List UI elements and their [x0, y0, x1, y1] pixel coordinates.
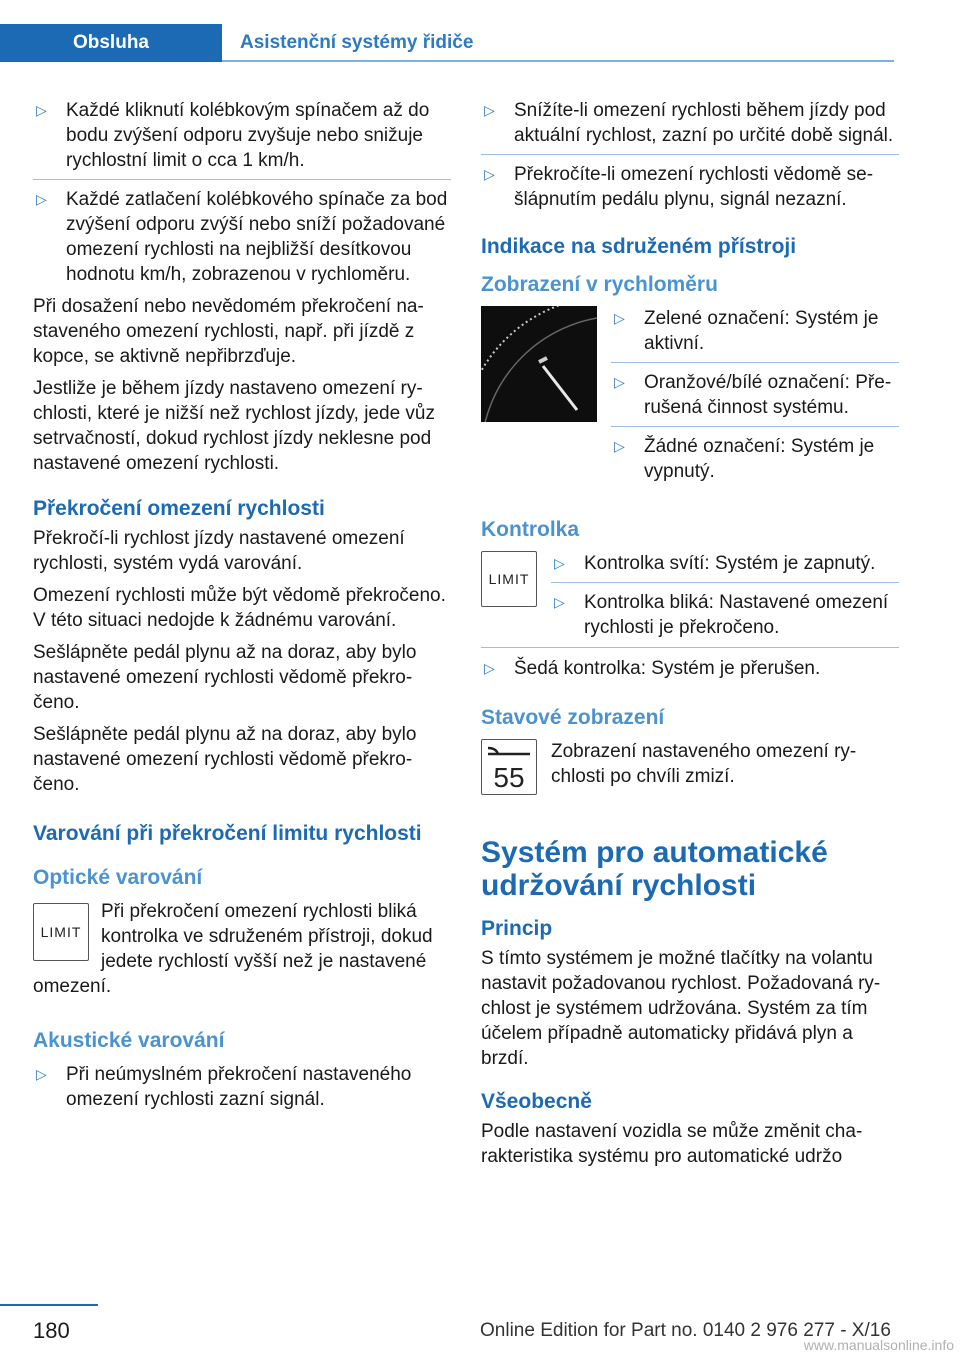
paragraph: Při překročení omezení rychlosti bliká kontrolka ve sdruženém přístroji, dokud jedete rychlostí vyšší než je nastavené omezení. [33, 901, 433, 997]
triangle-right-icon: ▷ [614, 310, 625, 326]
speedometer-block [481, 306, 899, 491]
list-item: ▷ Překročíte-li omezení rychlosti vědomě sešlápnutím pedálu plynu, signál nezazní. [484, 164, 874, 210]
triangle-right-icon: ▷ [554, 594, 565, 610]
page-number: 180 [33, 1318, 70, 1343]
triangle-right-icon: ▷ [484, 660, 495, 676]
header-bar [0, 24, 894, 62]
paragraph: S tímto systémem je možné tlačítky na volantu nastavit požadovanou rychlost. Požadovaná rychlost je systémem udržována. Systém za tím účelem případně automaticky přidává plyn a brzdí. [481, 948, 881, 1069]
paragraph: Sešlápněte pedál plynu až na doraz, aby bylo nastavené omezení rychlosti vědomě překročeno. [33, 724, 417, 795]
section-heading: Indikace na sdruženém přístroji [481, 235, 797, 258]
list-item: ▷ Každé kliknutí kolébkovým spínačem až do bodu zvýšení odporu zvyšuje nebo snižuje rychlostní limit o cca 1 km/h. [33, 98, 451, 180]
paragraph: Podle nastavení vozidla se může změnit charakteristika systému pro automatické udržo [481, 1121, 863, 1167]
limit-indicator-icon: LIMIT [33, 903, 89, 961]
kontrolka-block [481, 551, 899, 647]
triangle-right-icon: ▷ [36, 191, 47, 207]
optical-warning-block [33, 899, 451, 1006]
triangle-right-icon: ▷ [36, 1066, 47, 1082]
triangle-right-icon: ▷ [36, 102, 47, 118]
subsection-heading: Stavové zobrazení [481, 706, 665, 729]
triangle-right-icon: ▷ [554, 555, 565, 571]
watermark: www.manualsonline.info [803, 1337, 954, 1353]
speedometer-image [481, 306, 597, 422]
list-item: ▷ Snížíte-li omezení rychlosti během jízdy pod aktuální rychlost, zazní po určité době signál. [481, 98, 899, 155]
triangle-right-icon: ▷ [484, 102, 495, 118]
triangle-right-icon: ▷ [614, 438, 625, 454]
edition-footer: Online Edition for Part no. 0140 2 976 277 - X/16 [480, 1320, 891, 1341]
limit-indicator-icon: LIMIT [481, 551, 537, 607]
list-item: ▷ Při neúmyslném překročení nastaveného omezení rychlosti zazní signál. [36, 1064, 412, 1110]
section-heading: Překročení omezení rychlosti [33, 497, 325, 520]
list-item: ▷ Šedá kontrolka: Systém je přerušen. [481, 647, 899, 681]
triangle-right-icon: ▷ [484, 166, 495, 182]
triangle-right-icon: ▷ [614, 374, 625, 390]
paragraph: Překročí-li rychlost jízdy nastavené omezení rychlosti, systém vydá varování. [33, 528, 405, 574]
subsection-heading: Kontrolka [481, 518, 580, 541]
section-heading: Varování při překročení limitu rychlosti [33, 822, 422, 845]
tab-asistencni-systemy[interactable]: Asistenční systémy řidiče [240, 32, 474, 53]
subsection-heading: Akustické varování [33, 1029, 225, 1052]
list-item: ▷ Zelené označení: Systém je aktivní. [611, 306, 899, 363]
header-divider [222, 60, 894, 62]
list-item: ▷ Oranžové/bílé označení: Přerušená činnost systému. [611, 370, 899, 427]
subsection-heading: Optické varování [33, 866, 203, 889]
paragraph: Omezení rychlosti může být vědomě překročeno. V této situaci nedojde k žádnému varování. [33, 585, 446, 631]
page-number-rule [0, 1304, 98, 1306]
tab-obsluha[interactable]: Obsluha [0, 24, 222, 62]
speed-limit-status-icon: 55 [481, 739, 537, 795]
paragraph: Sešlápněte pedál plynu až na doraz, aby bylo nastavené omezení rychlosti vědomě překročeno. [33, 642, 417, 713]
subsection-heading: Zobrazení v rychloměru [481, 273, 718, 296]
left-column [33, 98, 451, 1119]
paragraph: Zobrazení nastaveného omezení rychlosti po chvíli zmizí. [551, 741, 857, 787]
list-item: ▷ Kontrolka bliká: Nastavené omezení rychlosti je překročeno. [554, 592, 889, 638]
list-item: ▷ Každé zatlačení kolébkového spínače za bod zvýšení odporu zvýší nebo sníží požadované omezení rychlosti na nejbližší desítkovou hodnotu km/h, zobrazenou v rychloměru. [36, 189, 448, 285]
section-heading: Princip [481, 917, 553, 940]
section-heading: Všeobecně [481, 1090, 592, 1113]
paragraph: Jestliže je během jízdy nastaveno omezení rychlosti, které je nižší než rychlost jízdy, jede vůz setrvačností, dokud rychlost jízdy neklesne pod nastavené omezení rychlosti. [33, 378, 435, 474]
list-item: ▷ Kontrolka svítí: Systém je zapnutý. [551, 551, 899, 583]
chapter-heading: Systém pro automatické udržování rychlosti [481, 836, 828, 902]
paragraph: Při dosažení nebo nevědomém překročení nastaveného omezení rychlosti, např. při jízdě z kopce, se aktivně nepřibrzďuje. [33, 296, 424, 367]
status-display-block [481, 739, 899, 796]
list-item: ▷ Žádné označení: Systém je vypnutý. [614, 436, 875, 482]
right-column [481, 98, 899, 1176]
